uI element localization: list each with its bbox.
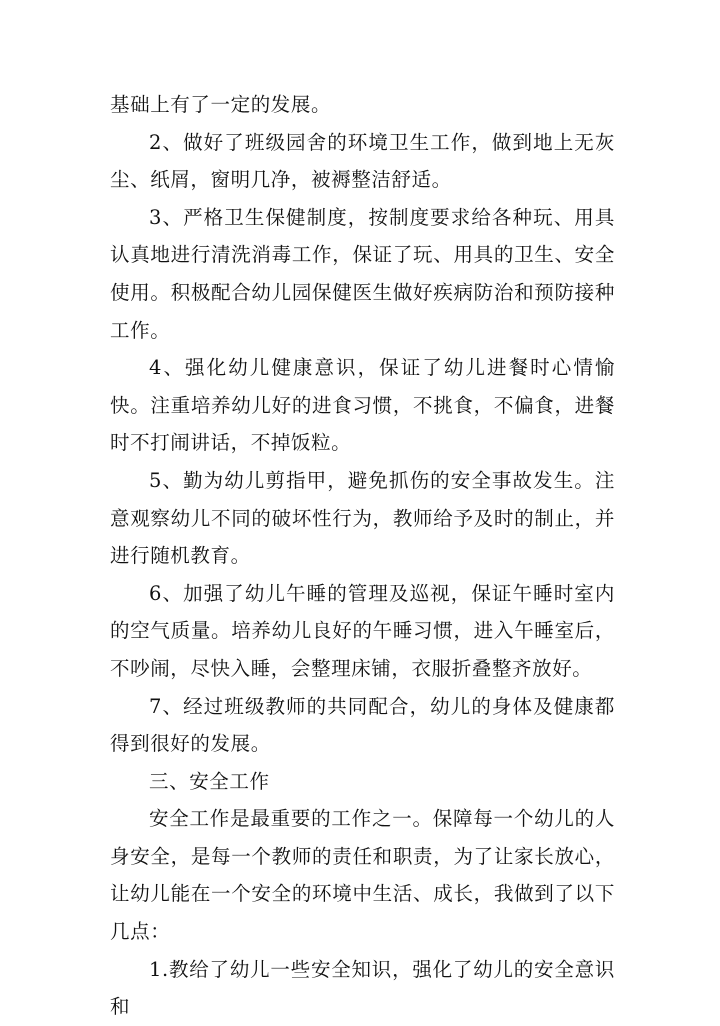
paragraph-item-5: 5、勤为幼儿剪指甲，避免抓伤的安全事故发生。注意观察幼儿不同的破坏性行为，教师给予及时的制止，并进行随机教育。 [110,468,615,568]
paragraph-item-7: 7、经过班级教师的共同配合，幼儿的身体及健康都得到很好的发展。 [110,694,615,756]
paragraph-safety-item-1: 1.教给了幼儿一些安全知识，强化了幼儿的安全意识和 [110,957,615,1019]
paragraph-item-3: 3、严格卫生保健制度，按制度要求给各种玩、用具认真地进行清洗消毒工作，保证了玩、用具的卫生、安全使用。积极配合幼儿园保健医生做好疾病防治和预防接种工作。 [110,205,615,342]
paragraph-item-2: 2、做好了班级园舍的环境卫生工作，做到地上无灰尘、纸屑，窗明几净，被褥整洁舒适。 [110,130,615,192]
paragraph-item-6: 6、加强了幼儿午睡的管理及巡视，保证午睡时室内的空气质量。培养幼儿良好的午睡习惯，进入午睡室后，不吵闹，尽快入睡，会整理床铺，衣服折叠整齐放好。 [110,581,615,680]
paragraph-safety-intro: 安全工作是最重要的工作之一。保障每一个幼儿的人身安全，是每一个教师的责任和职责，为了让家长放心，让幼儿能在一个安全的环境中生活、成长，我做到了以下几点： [110,807,615,944]
paragraph-continuation: 基础上有了一定的发展。 [110,93,332,116]
section-heading: 三、安全工作 [149,769,270,793]
paragraph-item-4: 4、强化幼儿健康意识，保证了幼儿进餐时心情愉快。注重培养幼儿好的进食习惯，不挑食，不偏食，进餐时不打闹讲话，不掉饭粒。 [110,356,615,455]
document-body [110,86,615,1026]
